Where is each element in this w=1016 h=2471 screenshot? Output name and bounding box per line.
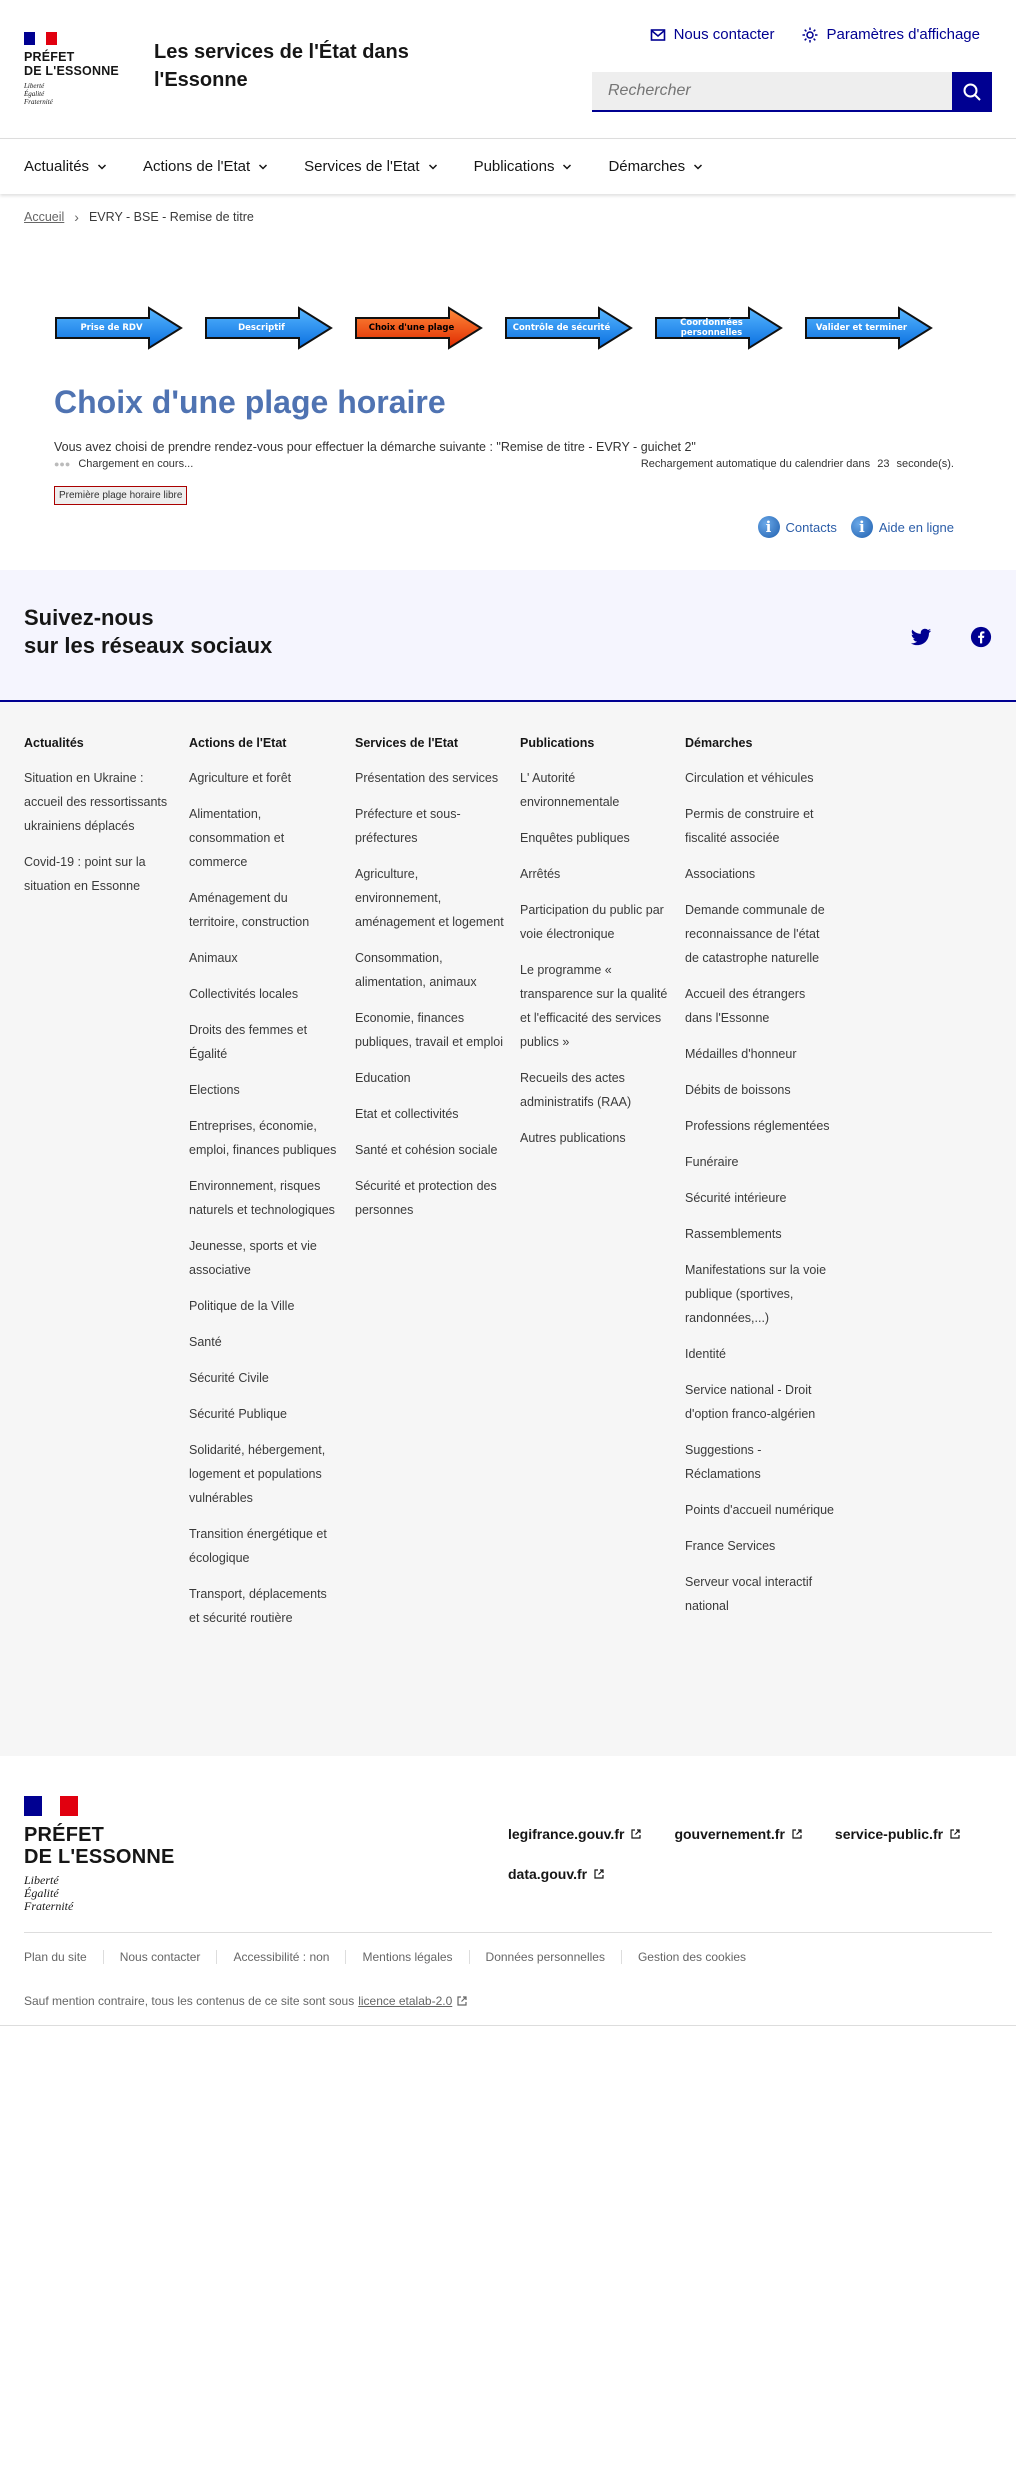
- header-tools: [650, 26, 980, 43]
- loading-text: Chargement en cours...: [78, 458, 194, 470]
- nav-item-actions[interactable]: [143, 139, 284, 194]
- nav-item-services[interactable]: [304, 139, 453, 194]
- page-title: Choix d'une plage horaire: [54, 384, 446, 420]
- external-link-icon: [456, 1995, 468, 2007]
- footer-link[interactable]: Associations: [685, 867, 756, 881]
- external-links: [508, 1826, 998, 1882]
- devise-line: Égalité: [24, 1886, 59, 1900]
- search-button[interactable]: [952, 72, 992, 112]
- social-title-line: sur les réseaux sociaux: [24, 633, 273, 658]
- footer-link[interactable]: Solidarité, hébergement, logement et populations vulnérables: [189, 1443, 326, 1505]
- licence-text: Sauf mention contraire, tous les contenus de ce site sont sous: [24, 1994, 355, 2008]
- footer-link[interactable]: Politique de la Ville: [189, 1299, 295, 1313]
- footer-link[interactable]: Accueil des étrangers dans l'Essonne: [685, 987, 806, 1025]
- devise-line: Liberté: [24, 82, 45, 90]
- logo-text: [24, 1824, 175, 1868]
- footer-link[interactable]: Jeunesse, sports et vie associative: [189, 1239, 317, 1277]
- external-link-icon: [791, 1828, 803, 1840]
- booking-steps: [54, 306, 934, 350]
- nav-label: Actions de l'Etat: [143, 158, 251, 175]
- step-descriptif: [204, 306, 334, 350]
- footer-link[interactable]: Identité: [685, 1347, 727, 1361]
- footer-col-actions: [189, 736, 339, 1642]
- footer-link[interactable]: Sécurité Civile: [189, 1371, 269, 1385]
- contacts-link[interactable]: [758, 516, 837, 538]
- footer-link[interactable]: Présentation des services: [355, 771, 499, 785]
- social-title: [24, 604, 324, 660]
- footer-link[interactable]: Funéraire: [685, 1155, 739, 1169]
- footer-col-title: Actualités: [24, 736, 84, 750]
- footer-link[interactable]: Droits des femmes et Égalité: [189, 1023, 308, 1061]
- social-section: [0, 570, 1016, 702]
- republic-flag-icon: [24, 32, 57, 45]
- footer-link[interactable]: Etat et collectivités: [355, 1107, 459, 1121]
- footer-link[interactable]: Santé: [189, 1335, 222, 1349]
- footer-col-demarches: [685, 736, 835, 1630]
- social-title-line: Suivez-nous: [24, 605, 154, 630]
- chevron-down-icon: [97, 162, 107, 172]
- chevron-down-icon: [428, 162, 438, 172]
- contact-link[interactable]: [650, 26, 775, 43]
- footer-sitemap: [0, 702, 1016, 1756]
- social-icons: [910, 626, 992, 648]
- footer-col-title: Services de l'Etat: [355, 736, 459, 750]
- site-header: [0, 0, 1016, 138]
- footer-link[interactable]: Collectivités locales: [189, 987, 299, 1001]
- step-label: Prise de RDV: [80, 323, 143, 333]
- footer-col-list: [24, 766, 174, 898]
- footer-link[interactable]: Animaux: [189, 951, 238, 965]
- footer-col-list: [685, 766, 835, 1618]
- legal-link[interactable]: Plan du site: [24, 1950, 87, 1964]
- display-settings-label: Paramètres d'affichage: [826, 26, 980, 43]
- footer-col-list: [520, 766, 670, 1150]
- mail-icon: [650, 27, 666, 43]
- step-label: Valider et terminer: [815, 323, 908, 333]
- step-prise-rdv: [54, 306, 184, 350]
- loading-status: [54, 458, 193, 470]
- step-label: Descriptif: [238, 323, 285, 333]
- ext-link-gouvernement[interactable]: [674, 1826, 802, 1842]
- devise: [24, 1874, 175, 1913]
- footer-link[interactable]: Enquêtes publiques: [520, 831, 630, 845]
- footer-link[interactable]: Entreprises, économie, emploi, finances publiques: [189, 1119, 337, 1157]
- footer-link[interactable]: Consommation, alimentation, animaux: [355, 951, 477, 989]
- footer-link[interactable]: Agriculture, environnement, aménagement et logement: [355, 867, 504, 929]
- footer-col-publications: [520, 736, 670, 1162]
- chevron-down-icon: [693, 162, 703, 172]
- step-controle-securite: [504, 306, 634, 350]
- footer-link[interactable]: Aménagement du territoire, construction: [189, 891, 310, 929]
- legal-links: [24, 1950, 762, 1964]
- footer-link[interactable]: Circulation et véhicules: [685, 771, 814, 785]
- footer-link[interactable]: Covid-19 : point sur la situation en Essonne: [24, 855, 146, 893]
- devise-line: Égalité: [24, 90, 45, 98]
- help-label: Aide en ligne: [878, 519, 954, 535]
- nav-label: Services de l'Etat: [304, 158, 420, 175]
- contact-link-label: Nous contacter: [673, 26, 775, 43]
- legal-link[interactable]: Nous contacter: [103, 1950, 217, 1964]
- footer-link[interactable]: Alimentation, consommation et commerce: [189, 807, 285, 869]
- footer-col-title: Publications: [520, 736, 595, 750]
- info-icon: i: [851, 516, 873, 538]
- legal-link[interactable]: Mentions légales: [345, 1950, 468, 1964]
- step-coordonnees: [654, 306, 784, 350]
- footer-link[interactable]: Sécurité intérieure: [685, 1191, 787, 1205]
- footer-link[interactable]: Service national - Droit d'option franco-algérien: [685, 1383, 816, 1421]
- legal-link[interactable]: Accessibilité : non: [216, 1950, 345, 1964]
- display-settings-link[interactable]: [802, 26, 980, 43]
- devise-line: Fraternité: [24, 1899, 74, 1913]
- footer-link[interactable]: Permis de construire et fiscalité associée: [685, 807, 814, 845]
- devise: [24, 82, 124, 106]
- devise-line: Liberté: [24, 1873, 59, 1887]
- external-link-icon: [630, 1828, 642, 1840]
- footer-link[interactable]: Agriculture et forêt: [189, 771, 292, 785]
- external-link-icon: [949, 1828, 961, 1840]
- search-input[interactable]: [592, 72, 952, 112]
- footer-link[interactable]: Education: [355, 1071, 411, 1085]
- footer-link[interactable]: Sécurité Publique: [189, 1407, 287, 1421]
- footer-link[interactable]: Transition énergétique et écologique: [189, 1527, 327, 1565]
- spinner-icon: ●●●: [54, 459, 71, 469]
- nav-label: Publications: [473, 158, 555, 175]
- breadcrumb: [24, 209, 254, 225]
- licence-notice: [24, 1994, 468, 2008]
- ext-link-label: gouvernement.fr: [674, 1826, 785, 1842]
- step-label: Contrôle de sécurité: [512, 323, 611, 333]
- footer-link[interactable]: Transport, déplacements et sécurité routière: [189, 1587, 327, 1625]
- chevron-right-icon: ›: [74, 209, 79, 225]
- footer-link[interactable]: Serveur vocal interactif national: [685, 1575, 813, 1613]
- reload-countdown: [641, 458, 954, 470]
- step-choix-plage: [354, 306, 484, 350]
- twitter-icon[interactable]: [910, 626, 932, 648]
- breadcrumb-home[interactable]: Accueil: [24, 210, 65, 224]
- footer-link[interactable]: Rassemblements: [685, 1227, 782, 1241]
- reload-count: 23: [877, 458, 890, 470]
- facebook-icon[interactable]: [970, 626, 992, 648]
- footer-link[interactable]: Environnement, risques naturels et technologiques: [189, 1179, 335, 1217]
- footer-col-actualites: [24, 736, 174, 910]
- reload-suffix: seconde(s).: [896, 458, 954, 470]
- licence-link-label: licence etalab-2.0: [358, 1994, 453, 2008]
- site-title[interactable]: Les services de l'État dans l'Essonne: [154, 41, 409, 91]
- nav-item-actualites[interactable]: [24, 139, 123, 194]
- step-valider: [804, 306, 934, 350]
- footer-link[interactable]: Sécurité et protection des personnes: [355, 1179, 497, 1217]
- logo-text: [24, 50, 124, 78]
- logo-line-2: DE L'ESSONNE: [24, 64, 119, 78]
- info-icon: i: [758, 516, 780, 538]
- footer-link[interactable]: Médailles d'honneur: [685, 1047, 797, 1061]
- footer-divider: [24, 1932, 992, 1933]
- help-online-link[interactable]: [851, 516, 954, 538]
- nav-item-publications[interactable]: [474, 139, 589, 194]
- ext-link-data-gouv[interactable]: [508, 1866, 605, 1882]
- devise-line: Fraternité: [24, 98, 53, 106]
- intro-text: Vous avez choisi de prendre rendez-vous pour effectuer la démarche suivante : "Remise de titre - EVRY - guichet 2": [54, 440, 696, 454]
- logo-line-1: PRÉFET: [24, 50, 75, 64]
- breadcrumb-current: EVRY - BSE - Remise de titre: [88, 210, 254, 224]
- ext-link-legifrance[interactable]: [508, 1826, 642, 1842]
- logo-line-2: DE L'ESSONNE: [24, 1846, 175, 1868]
- nav-label: Démarches: [608, 158, 686, 175]
- footer-link[interactable]: Participation du public par voie électronique: [520, 903, 664, 941]
- main-nav: [0, 138, 1016, 194]
- licence-link[interactable]: [358, 1994, 468, 2008]
- footer-link[interactable]: Suggestions - Réclamations: [685, 1443, 762, 1481]
- contacts-label: Contacts: [785, 519, 837, 535]
- footer-link[interactable]: Manifestations sur la voie publique (sportives, randonnées,...): [685, 1263, 827, 1325]
- footer-link[interactable]: Economie, finances publiques, travail et emploi: [355, 1011, 503, 1049]
- republic-flag-icon: [24, 1796, 78, 1816]
- footer-col-list: [189, 766, 339, 1630]
- footer-link[interactable]: Demande communale de reconnaissance de l'état de catastrophe naturelle: [685, 903, 825, 965]
- footer-link[interactable]: L' Autorité environnementale: [520, 771, 620, 809]
- reload-prefix: Rechargement automatique du calendrier dans: [640, 458, 871, 470]
- logo-line-1: PRÉFET: [24, 1824, 105, 1846]
- footer-link[interactable]: Arrêtés: [520, 867, 561, 881]
- prefet-logo[interactable]: [24, 32, 124, 106]
- footer-col-title: Démarches: [685, 736, 753, 750]
- footer-link[interactable]: Autres publications: [520, 1131, 626, 1145]
- legal-link[interactable]: Données personnelles: [469, 1950, 621, 1964]
- footer-link[interactable]: Elections: [189, 1083, 240, 1097]
- ext-link-label: legifrance.gouv.fr: [508, 1826, 625, 1842]
- footer-col-title: Actions de l'Etat: [189, 736, 287, 750]
- ext-link-service-public[interactable]: [835, 1826, 961, 1842]
- footer-link[interactable]: Santé et cohésion sociale: [355, 1143, 498, 1157]
- step-label: Choix d'une plage: [368, 323, 455, 333]
- first-slot-button[interactable]: Première plage horaire libre: [54, 486, 187, 505]
- footer-link[interactable]: Préfecture et sous-préfectures: [355, 807, 461, 845]
- footer-link[interactable]: Recueils des actes administratifs (RAA): [520, 1071, 632, 1109]
- footer-link[interactable]: Points d'accueil numérique: [685, 1503, 834, 1517]
- nav-item-demarches[interactable]: [608, 139, 719, 194]
- sun-icon: [802, 27, 818, 43]
- help-links: [758, 516, 954, 538]
- footer-link[interactable]: Professions réglementées: [685, 1119, 830, 1133]
- chevron-down-icon: [562, 162, 572, 172]
- footer-link[interactable]: Débits de boissons: [685, 1083, 791, 1097]
- external-link-icon: [593, 1868, 605, 1880]
- footer-col-services: [355, 736, 505, 1234]
- step-label: Coordonnées personnelles: [680, 318, 743, 338]
- nav-label: Actualités: [24, 158, 90, 175]
- footer-link[interactable]: Le programme « transparence sur la qualité et l'efficacité des services publics »: [520, 963, 668, 1049]
- search-icon: [962, 82, 982, 102]
- ext-link-label: service-public.fr: [834, 1826, 944, 1842]
- footer-col-list: [355, 766, 505, 1222]
- ext-link-label: data.gouv.fr: [508, 1866, 588, 1882]
- footer-bottom: [0, 1756, 1016, 2026]
- legal-link[interactable]: Gestion des cookies: [621, 1950, 762, 1964]
- footer-logo[interactable]: [24, 1796, 175, 1913]
- chevron-down-icon: [258, 162, 268, 172]
- footer-link[interactable]: France Services: [685, 1539, 776, 1553]
- search-bar: [592, 72, 992, 112]
- footer-link[interactable]: Situation en Ukraine : accueil des ressortissants ukrainiens déplacés: [24, 771, 168, 833]
